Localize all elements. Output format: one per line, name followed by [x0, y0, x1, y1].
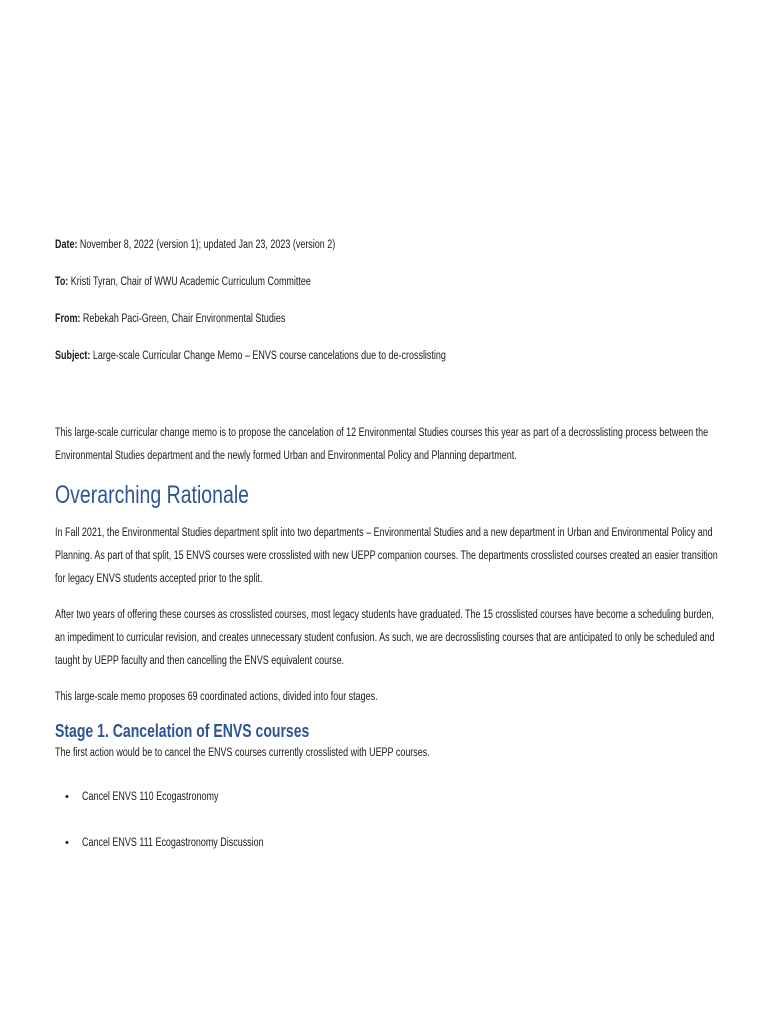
bullet-icon: •: [65, 791, 69, 803]
memo-to-value: Kristi Tyran, Chair of WWU Academic Curriculum Committee: [68, 276, 311, 288]
memo-to-label: To:: [55, 276, 69, 288]
stage1-description: The first action would be to cancel the ENVS courses currently crosslisted with UEPP courses.: [55, 747, 430, 759]
rationale-paragraph-1: In Fall 2021, the Environmental Studies department split into two departments – Environmental Studies and a new department in Urban and Environmental Policy and Planning. As part of that split, 15 ENVS courses were crosslisted with new UEPP companion courses. The departments crosslisted courses created an easier transition for legacy ENVS students accepted prior to the split.: [55, 527, 718, 585]
memo-subject-value: Large-scale Curricular Change Memo – ENVS course cancelations due to de-crosslisting: [90, 350, 446, 362]
memo-to-line: [55, 273, 726, 310]
memo-subject-line: [55, 347, 726, 384]
memo-date-line: [55, 236, 726, 273]
rationale-paragraph-3: This large-scale memo proposes 69 coordinated actions, divided into four stages.: [55, 691, 378, 703]
intro-paragraph: This large-scale curricular change memo is to propose the cancelation of 12 Environmental Studies courses this year as part of a decrosslisting process between the Environmental Studies department and the newly formed Urban and Environmental Policy and Planning department.: [55, 427, 709, 462]
list-item: [55, 788, 725, 834]
memo-content: [55, 236, 725, 880]
bullet-icon: •: [65, 837, 69, 849]
memo-from-line: [55, 310, 726, 347]
rationale-heading: Overarching Rationale: [55, 481, 250, 509]
memo-subject-label: Subject:: [55, 350, 91, 362]
memo-from-label: From:: [55, 313, 81, 325]
memo-date-label: Date:: [55, 239, 78, 251]
stage1-heading: Stage 1. Cancelation of ENVS courses: [55, 721, 310, 741]
list-item: [55, 834, 725, 880]
course-cancel-item: Cancel ENVS 110 Ecogastronomy: [82, 791, 219, 803]
memo-from-value: Rebekah Paci-Green, Chair Environmental Studies: [80, 313, 286, 325]
stage1-course-list: [55, 788, 725, 880]
memo-date-value: November 8, 2022 (version 1); updated Jan 23, 2023 (version 2): [77, 239, 336, 251]
rationale-paragraph-2: After two years of offering these courses as crosslisted courses, most legacy students have graduated. The 15 crosslisted courses have become a scheduling burden, an impediment to curricular revision, and creates unnecessary student confusion. As such, we are decrosslisting courses that are anticipated to only be scheduled and taught by UEPP faculty and then cancelling the ENVS equivalent course.: [55, 609, 715, 667]
course-cancel-item: Cancel ENVS 111 Ecogastronomy Discussion: [82, 837, 264, 849]
memo-header: [55, 236, 726, 384]
